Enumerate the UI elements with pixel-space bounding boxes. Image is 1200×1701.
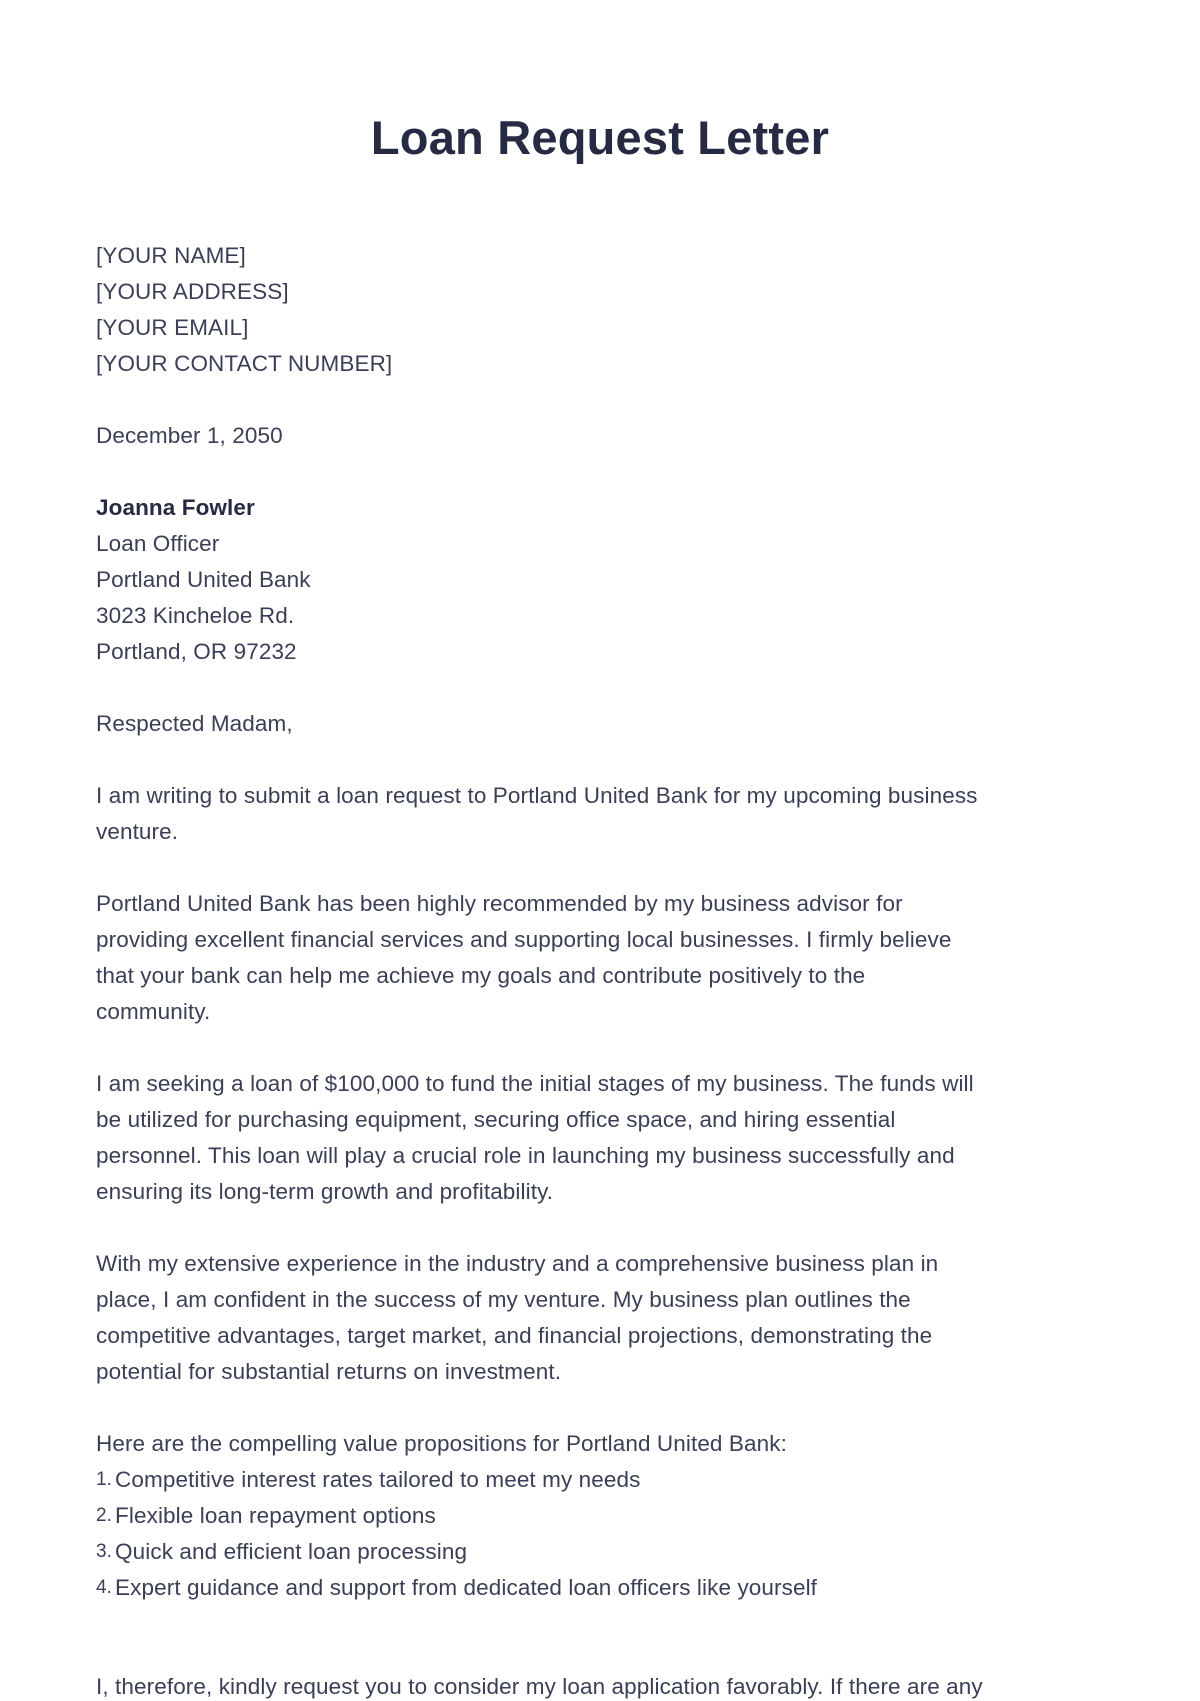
paragraph-line: I am writing to submit a loan request to Portland United Bank for my upcoming business	[96, 783, 978, 808]
paragraph-line: potential for substantial returns on investment.	[96, 1359, 562, 1384]
recipient-name: Joanna Fowler	[96, 495, 255, 520]
list-item	[96, 1462, 1106, 1498]
page-title: Loan Request Letter	[370, 111, 830, 164]
list-number: 1.	[96, 1469, 113, 1490]
recipient-city: Portland, OR 97232	[96, 639, 297, 664]
paragraph-line: I am seeking a loan of $100,000 to fund the initial stages of my business. The funds will	[96, 1071, 974, 1096]
paragraph-line: personnel. This loan will play a crucial role in launching my business successfully and	[96, 1143, 955, 1168]
paragraph-line: be utilized for purchasing equipment, securing office space, and hiring essential	[96, 1107, 896, 1132]
list-number: 3.	[96, 1541, 113, 1562]
sender-address: [YOUR ADDRESS]	[96, 279, 289, 304]
recipient-position: Loan Officer	[96, 531, 220, 556]
paragraph-line: Portland United Bank has been highly recommended by my business advisor for	[96, 891, 903, 916]
list-number: 2.	[96, 1505, 113, 1526]
list-text: Flexible loan repayment options	[115, 1503, 436, 1528]
list-intro: Here are the compelling value propositions for Portland United Bank:	[96, 1431, 787, 1456]
paragraph-1	[96, 778, 1106, 850]
paragraph-line: community.	[96, 999, 211, 1024]
list-item	[96, 1570, 1106, 1606]
list-text: Competitive interest rates tailored to meet my needs	[115, 1467, 641, 1492]
recipient-organization: Portland United Bank	[96, 567, 311, 592]
letter-body	[96, 238, 1106, 1701]
sender-email: [YOUR EMAIL]	[96, 315, 249, 340]
sender-contact: [YOUR CONTACT NUMBER]	[96, 351, 393, 376]
paragraph-line: competitive advantages, target market, and financial projections, demonstrating the	[96, 1323, 933, 1348]
value-proposition-list	[96, 1462, 1106, 1606]
recipient-block	[96, 490, 1106, 670]
list-text: Quick and efficient loan processing	[115, 1539, 468, 1564]
paragraph-line: ensuring its long-term growth and profitability.	[96, 1179, 554, 1204]
list-item	[96, 1498, 1106, 1534]
paragraph-line: place, I am confident in the success of my venture. My business plan outlines the	[96, 1287, 911, 1312]
list-item	[96, 1534, 1106, 1570]
sender-name: [YOUR NAME]	[96, 243, 246, 268]
list-number: 4.	[96, 1577, 113, 1598]
closing-line: I, therefore, kindly request you to consider my loan application favorably. If there are any	[96, 1674, 983, 1699]
paragraph-2	[96, 886, 1106, 1030]
paragraph-4	[96, 1246, 1106, 1390]
list-text: Expert guidance and support from dedicated loan officers like yourself	[115, 1575, 818, 1600]
paragraph-line: venture.	[96, 819, 179, 844]
paragraph-line: providing excellent financial services and supporting local businesses. I firmly believe	[96, 927, 952, 952]
sender-block	[96, 238, 1106, 382]
paragraph-line: that your bank can help me achieve my goals and contribute positively to the	[96, 963, 866, 988]
paragraph-line: With my extensive experience in the industry and a comprehensive business plan in	[96, 1251, 939, 1276]
recipient-street: 3023 Kincheloe Rd.	[96, 603, 295, 628]
salutation: Respected Madam,	[96, 711, 293, 736]
paragraph-3	[96, 1066, 1106, 1210]
letter-date: December 1, 2050	[96, 423, 283, 448]
